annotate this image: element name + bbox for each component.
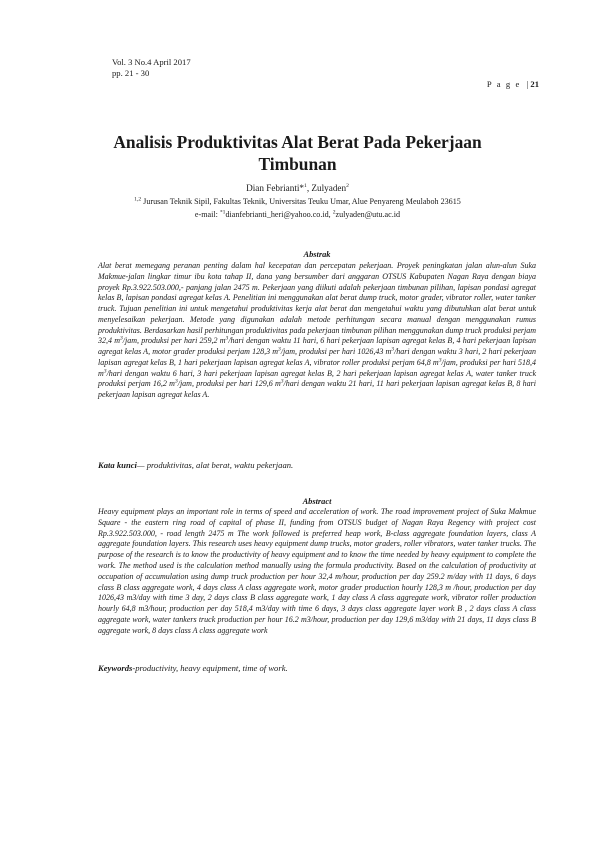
abstract-heading: Abstract: [302, 497, 332, 506]
page-separator: |: [526, 79, 529, 89]
affiliation-sup: 1,2: [134, 196, 142, 203]
page-indicator: [487, 79, 539, 89]
abstrak-body: Alat berat memegang peranan penting dalam hal kecepatan dan percepatan pekerjaan. Proyek peningkatan jalan alun-alun Suka Makmue-jalan lingkar timur ibu kota tahap II, dana yang bersumber dari anggaran OTSUS Kabupaten Nagan Raya dengan biaya proyek Rp.3.922.503.000,- panjang jalan 2475 m. Pekerjaan yang diikuti adalah pekerjaan timbunan pilihan, lapisan pondasi agregat kelas B, lapisan pondasi agregat kelas A. Penelitian ini menggunakan alat berat dump truck, motor grader, vibrator roller, water tanker truck. Tujuan penelitian ini untuk mengetahui produktivitas kerja alat berat dan mengetahui waktu yang dibutuhkan alat berat untuk menyelesaikan pekerjaan. Metode yang digunakan adalah metode perhitungan secara manual dengan menggunakan rumus produktivitas. Berdasarkan hasil perhitungan produktivitas pada pekerjaan timbunan pilihan menggunakan dump truck produksi perjam 32,4 $m^3$/jam, produksi per hari 259,2 $m^3$/hari dengan waktu 11 hari, 6 hari pekerjaan lapisan agregat kelas B, 4 hari pekerjaan lapisan agregat kelas A, motor grader produksi perjam 128,3 $m^3$/jam, produksi per hari 1026,43 $m^3$/hari dengan waktu 3 hari, 2 hari pekerjaan lapisan agregat kelas B, 1 hari pekerjaan lapisan agregat kelas A, vibrator roller produksi perjam 64,8 $m^3$/jam, produksi per hari 518,4 $m^3$/hari dengan waktu 6 hari, 3 hari pekerjaan lapisan agregat kelas B, 2 hari pekerjaan lapisan agregat kelas A, water tanker truck produksi perjam 16,2 $m^3$/jam, produksi per hari 129,6 $m^3$/hari dengan waktu 21 hari, 11 hari pekerjaan lapisan agregat kelas B, 8 hari pekerjaan lapisan agregat kelas A.: [98, 261, 537, 399]
email-2: zulyaden@utu.ac.id: [335, 210, 401, 219]
page-number: 21: [530, 79, 539, 89]
email-label: e-mail:: [194, 210, 220, 219]
kata-kunci: [98, 460, 536, 470]
affiliation-text: Jurusan Teknik Sipil, Fakultas Teknik, Universitas Teuku Umar, Alue Penyareng Meulaboh 23615: [141, 197, 461, 206]
volume-line: Vol. 3 No.4 April 2017: [112, 57, 191, 67]
author-1-sup: 1: [304, 182, 307, 189]
kata-kunci-text: — produktivitas, alat berat, waktu pekerjaan.: [136, 460, 294, 470]
abstrak-heading: Abstrak: [303, 250, 331, 259]
title-line-1: Analisis Produktivitas Alat Berat Pada Pekerjaan: [113, 132, 482, 152]
page-label: P a g e: [486, 79, 521, 89]
journal-info: [112, 57, 191, 79]
email-1: dianfebrianti_heri@yahoo.co.id,: [225, 210, 333, 219]
authors: [80, 183, 515, 193]
abstract-body: Heavy equipment plays an important role in terms of speed and acceleration of work. The road improvement project of Suka Makmue Square - the eastern ring road of capital of phase II, funding from OTSUS budget of Nagan Raya Regency with project cost Rp.3.922.503.000, - road length 2475 m The work followed is preferred heap work, B-class aggregate foundation layers, class A aggregate foundation layers. This research uses heavy equipment dump trucks, motor graders, roller vibrators, water tanker trucks. The purpose of the research is to know the productivity of heavy equipment and to know the time needed by heavy equipment to complete the work. The method used is the calculation method manually using the formula productivity. Based on the calculation of productivity at occupation of accumulation using dump truck production per hour 32,4 m/hour, production per day 259.2 m/day with 11 days, 6 days class B class aggregate work, 4 days class A class aggregate work, motor grader production hourly 128,3 m /hour, production per day 1026,43 m3/day with time 3 day, 2 days class B class aggregate work, 1 day class A class aggregate work, vibrator roller production hourly 64,8 m3/hour, production per day 518,4 m3/day with time 6 days, 3 days class aggregate layer work B , 2 days class A class aggregate work, water tankers truck production per hour 16.2 m3/hour, production per day 129,6 m3/day with 21 days, 11 days class B aggregate work, 8 days class A class aggregate work: [98, 507, 536, 635]
email-2-sup: 2: [332, 209, 336, 216]
keywords-text: -productivity, heavy equipment, time of work.: [132, 663, 288, 673]
pages-line: pp. 21 - 30: [112, 68, 150, 78]
author-separator: , Zulyaden: [306, 183, 347, 193]
paper-title: [80, 131, 515, 175]
keywords-label: Keywords: [98, 663, 133, 673]
affiliation: [80, 197, 515, 206]
kata-kunci-label: Kata kunci: [98, 460, 137, 470]
email-1-sup: *1: [219, 209, 226, 216]
author-1: Dian Febrianti*: [246, 183, 305, 193]
title-line-2: Timbunan: [258, 154, 337, 174]
author-2-sup: 2: [346, 182, 349, 189]
emails: [80, 210, 515, 219]
keywords: [98, 663, 536, 673]
